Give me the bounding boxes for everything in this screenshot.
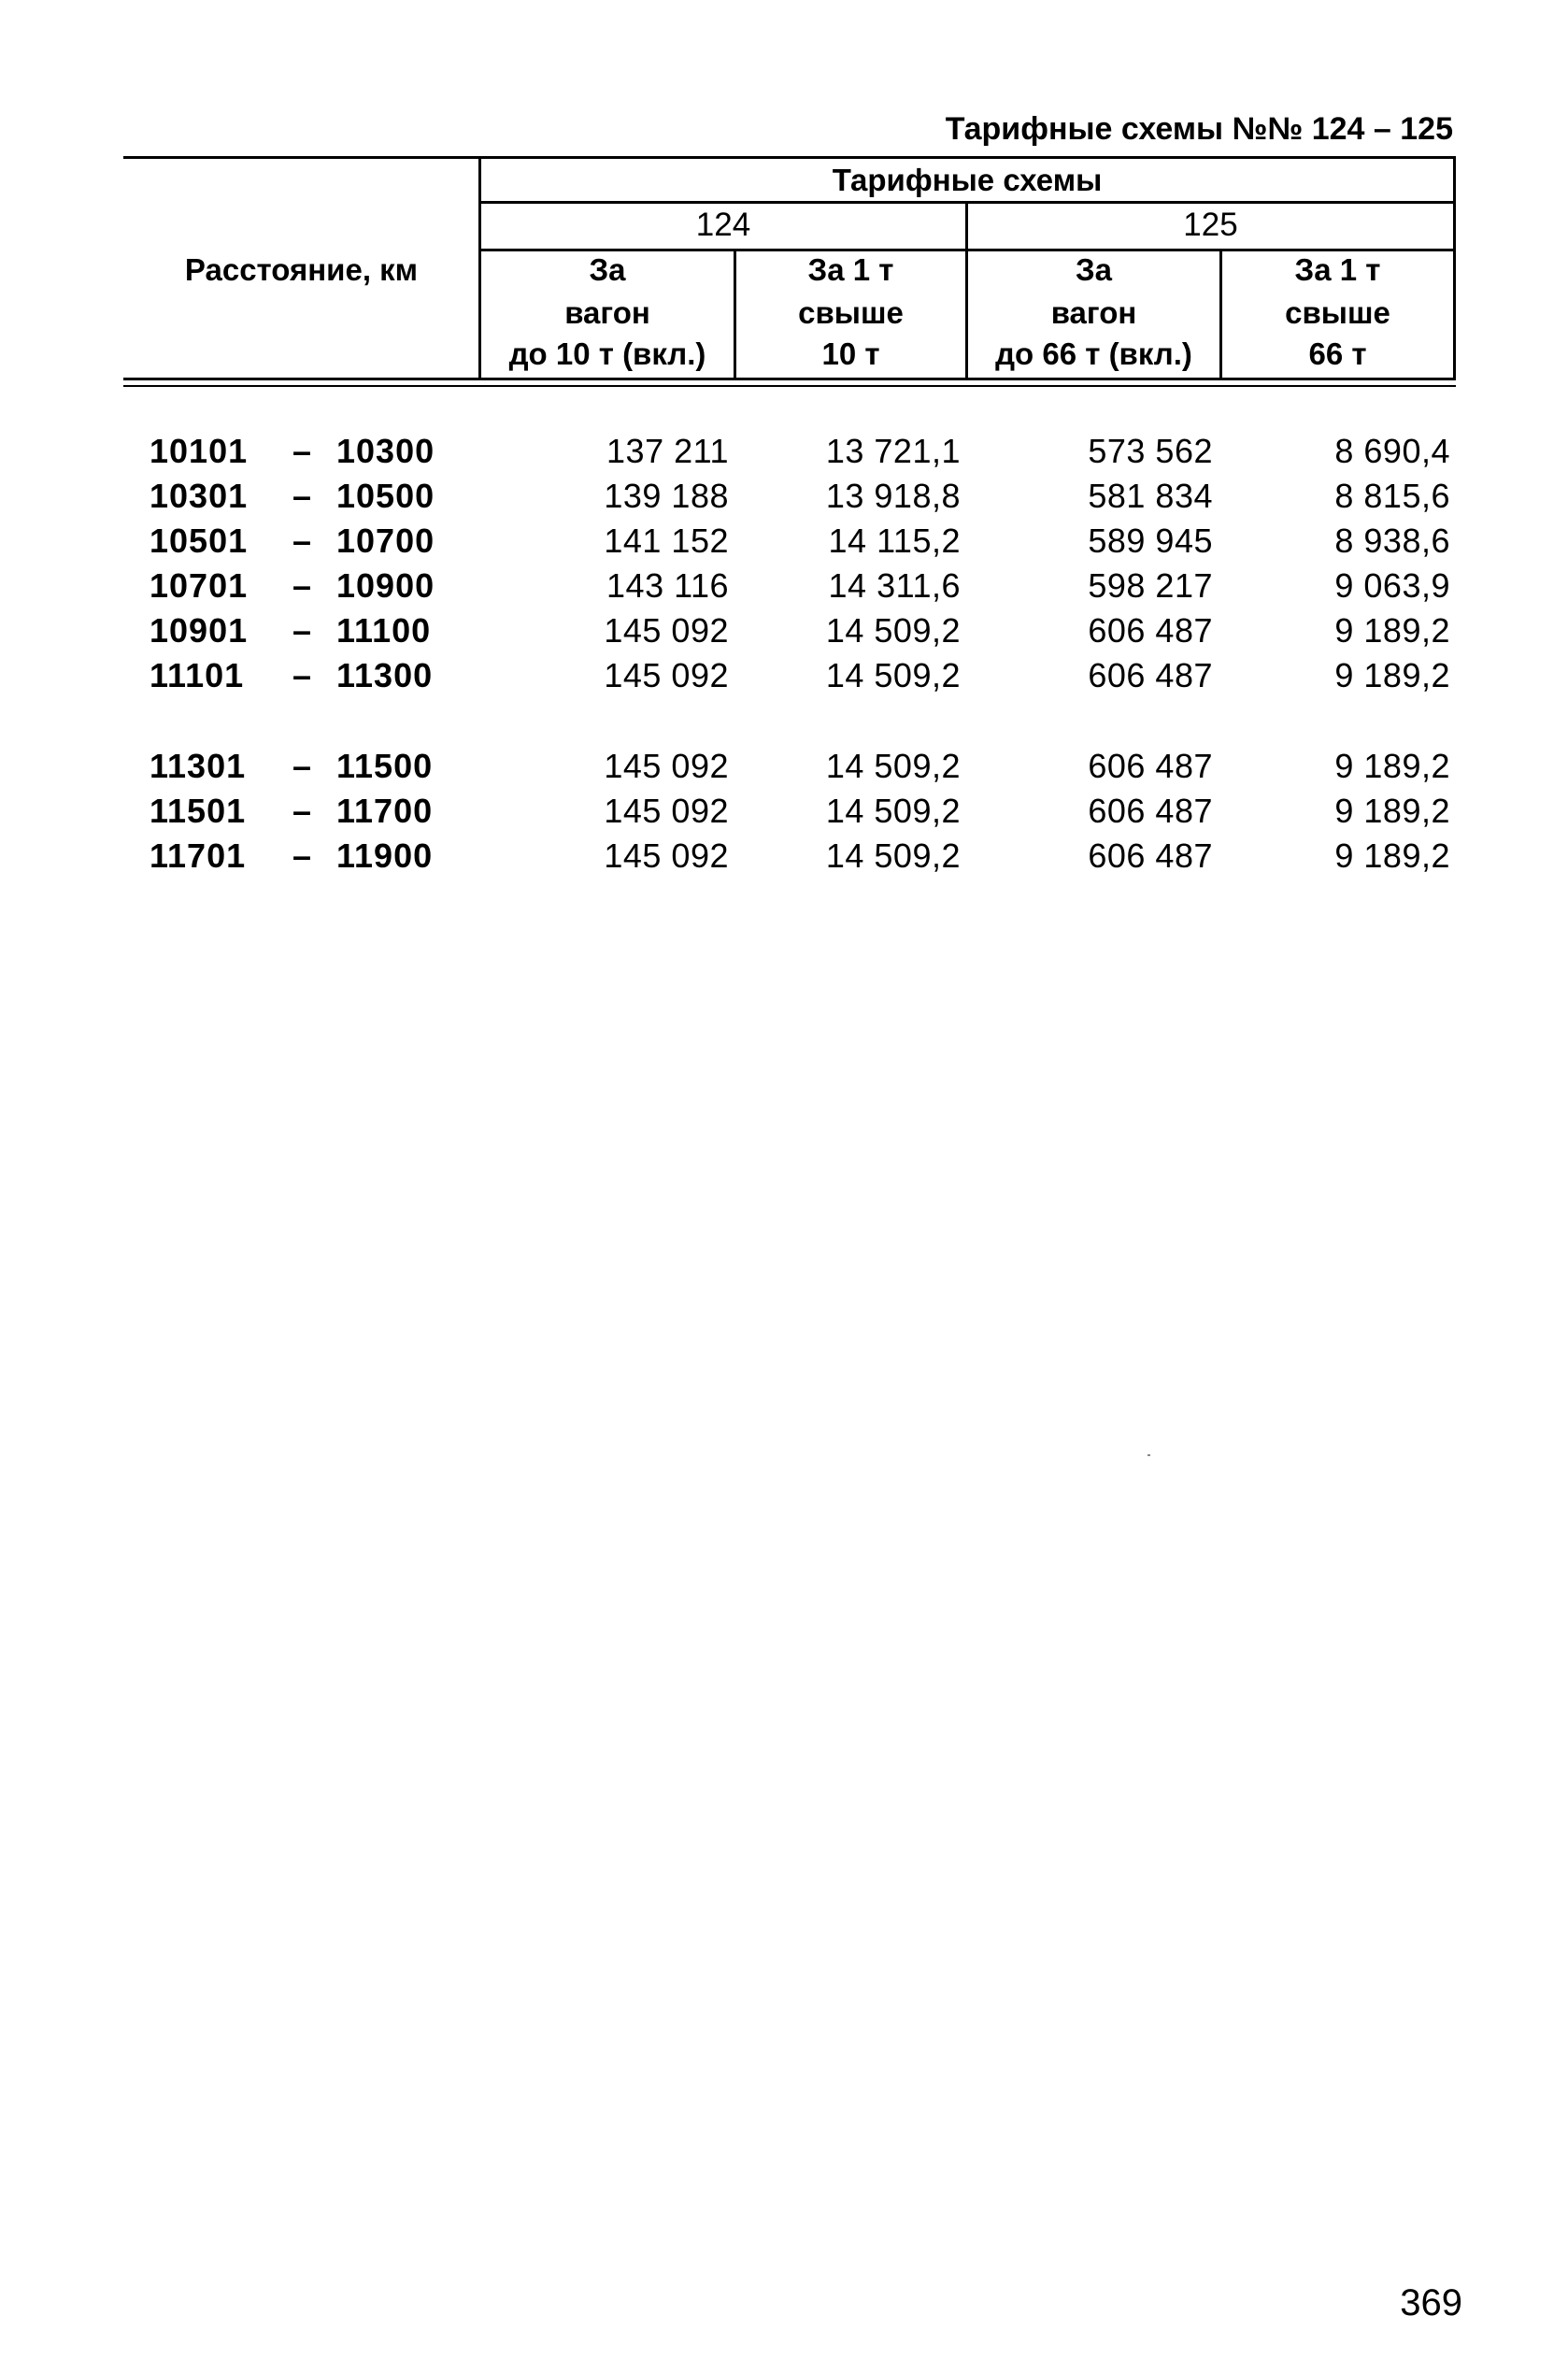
- column-header-124-per-ton: [736, 252, 965, 372]
- column-header-124-wagon: [481, 252, 734, 372]
- column-header-line: вагон: [564, 295, 650, 330]
- column-header-line: свыше: [798, 295, 904, 330]
- column-header-125-wagon: [968, 252, 1219, 372]
- column-header-line: до 10 т (вкл.): [508, 336, 706, 371]
- column-header-line: вагон: [1050, 295, 1137, 330]
- column-header-line: За: [589, 252, 626, 287]
- column-header-line: За 1 т: [1294, 252, 1381, 287]
- tariff-124-wagon: 145 092: [604, 747, 729, 785]
- distance-from: 10901: [150, 611, 249, 650]
- tariff-125-wagon: 606 487: [1088, 836, 1213, 875]
- table-row: [0, 789, 1568, 834]
- table-row: [0, 519, 1568, 564]
- range-dash: –: [292, 566, 312, 605]
- tariff-124-wagon: 139 188: [604, 477, 729, 515]
- tariff-125-per-ton: 8 938,6: [1334, 522, 1450, 560]
- distance-to: 11100: [336, 611, 432, 650]
- distance-to: 11900: [336, 836, 434, 875]
- table-header-bottom-rule-2: [123, 385, 1456, 387]
- distance-header: Расстояние, км: [184, 252, 419, 287]
- tariff-125-wagon: 606 487: [1088, 747, 1213, 785]
- distance-to: 10900: [336, 566, 435, 605]
- table-row: [0, 653, 1568, 698]
- tariff-125-wagon: 581 834: [1088, 477, 1213, 515]
- tariff-124-per-ton: 14 509,2: [825, 836, 961, 875]
- table-row: [0, 474, 1568, 519]
- scheme-number-124: 124: [695, 207, 751, 243]
- tariff-125-per-ton: 9 189,2: [1334, 792, 1450, 830]
- tariff-124-per-ton: 14 509,2: [825, 611, 961, 650]
- range-dash: –: [292, 432, 312, 470]
- distance-from: 10701: [150, 566, 249, 605]
- tariff-124-wagon: 137 211: [606, 432, 729, 470]
- distance-from: 11701: [150, 836, 247, 875]
- tariff-125-per-ton: 9 189,2: [1334, 747, 1450, 785]
- range-dash: –: [292, 792, 312, 830]
- table-header-bottom-rule-1: [123, 378, 1456, 380]
- tariff-124-wagon: 145 092: [604, 792, 729, 830]
- table-row: [0, 564, 1568, 608]
- column-header-line: свыше: [1285, 295, 1390, 330]
- tariff-125-per-ton: 8 815,6: [1334, 477, 1450, 515]
- tariff-124-per-ton: 13 721,1: [825, 432, 961, 470]
- tariff-125-per-ton: 9 189,2: [1334, 836, 1450, 875]
- scheme-group-header: Тарифные схемы: [832, 163, 1103, 197]
- range-dash: –: [292, 656, 312, 694]
- table-row: [0, 834, 1568, 879]
- table-top-rule: [123, 156, 1456, 159]
- tariff-124-per-ton: 14 115,2: [828, 522, 961, 560]
- tariff-124-wagon: 145 092: [604, 836, 729, 875]
- column-header-line: За: [1075, 252, 1113, 287]
- column-header-line: 66 т: [1308, 336, 1367, 371]
- tariff-124-wagon: 143 116: [606, 566, 729, 605]
- tariff-124-per-ton: 14 509,2: [825, 747, 961, 785]
- table-right-edge: [1453, 156, 1456, 380]
- table-row: [0, 429, 1568, 474]
- tariff-125-per-ton: 9 063,9: [1334, 566, 1450, 605]
- column-header-line: За 1 т: [807, 252, 894, 287]
- table-row: [0, 608, 1568, 653]
- tariff-125-wagon: 573 562: [1088, 432, 1213, 470]
- tariff-125-wagon: 606 487: [1088, 656, 1213, 694]
- range-dash: –: [292, 522, 312, 560]
- tariff-124-wagon: 141 152: [604, 522, 729, 560]
- distance-from: 11501: [150, 792, 247, 830]
- scheme-number-rule: [480, 249, 1456, 251]
- tariff-125-wagon: 589 945: [1088, 522, 1213, 560]
- column-header-125-per-ton: [1222, 252, 1453, 372]
- tariff-124-per-ton: 14 311,6: [828, 566, 961, 605]
- distance-from: 11101: [150, 656, 245, 694]
- table-row: [0, 744, 1568, 789]
- tariff-124-wagon: 145 092: [604, 656, 729, 694]
- range-dash: –: [292, 611, 312, 650]
- distance-to: 11700: [336, 792, 434, 830]
- scheme-number-125: 125: [1183, 207, 1238, 243]
- running-header: Тарифные схемы №№ 124 – 125: [945, 111, 1453, 147]
- distance-to: 10500: [336, 477, 435, 515]
- range-dash: –: [292, 836, 312, 875]
- scheme-group-rule: [480, 201, 1456, 204]
- tariff-124-per-ton: 14 509,2: [825, 792, 961, 830]
- distance-to: 10700: [336, 522, 435, 560]
- distance-from: 11301: [150, 747, 247, 785]
- tariff-125-per-ton: 9 189,2: [1334, 611, 1450, 650]
- tariff-124-wagon: 145 092: [604, 611, 729, 650]
- range-dash: –: [292, 747, 312, 785]
- distance-from: 10301: [150, 477, 249, 515]
- range-dash: –: [292, 477, 312, 515]
- tariff-125-per-ton: 9 189,2: [1334, 656, 1450, 694]
- tariff-125-wagon: 606 487: [1088, 611, 1213, 650]
- tariff-124-per-ton: 13 918,8: [825, 477, 961, 515]
- tariff-125-per-ton: 8 690,4: [1334, 432, 1450, 470]
- distance-to: 11300: [336, 656, 434, 694]
- scan-speck: [1147, 1454, 1150, 1456]
- distance-to: 10300: [336, 432, 435, 470]
- column-header-line: 10 т: [821, 336, 880, 371]
- distance-from: 10501: [150, 522, 249, 560]
- distance-to: 11500: [336, 747, 434, 785]
- distance-from: 10101: [150, 432, 249, 470]
- tariff-124-per-ton: 14 509,2: [825, 656, 961, 694]
- tariff-125-wagon: 598 217: [1088, 566, 1213, 605]
- page-number: 369: [1400, 2282, 1462, 2323]
- tariff-125-wagon: 606 487: [1088, 792, 1213, 830]
- column-header-line: до 66 т (вкл.): [995, 336, 1192, 371]
